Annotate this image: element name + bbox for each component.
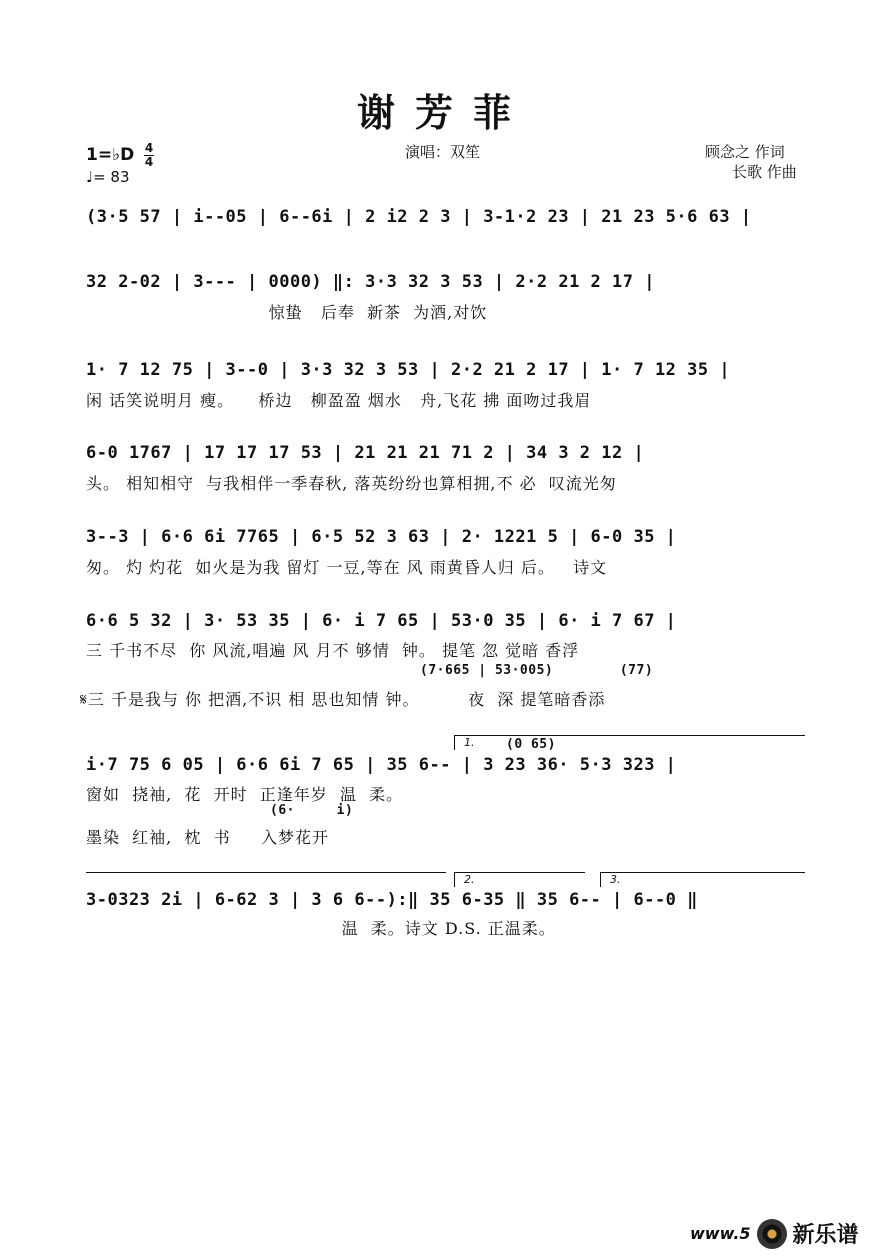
tempo-mark: ♩= 83: [86, 168, 130, 186]
notation-row-7: i·7 75 6 05 | 6·6 6i 7 65 | 35 6-- | 3 23 36· 5·3 323 |: [86, 755, 677, 775]
time-signature-top: 4: [144, 141, 154, 155]
volta-label-1: 1.: [464, 736, 475, 749]
volta-label-3: 3.: [610, 873, 621, 886]
lyric-row-4: 头。 相知相守 与我相伴一季春秋, 落英纷纷也算相拥,不 必 叹流光匆: [86, 474, 617, 493]
alt-notation-row-6: (7·665 | 53·005) (77): [420, 663, 654, 678]
lyric-row-6b: 𝄋三 千是我与 你 把酒,不识 相 思也知情 钟。 夜 深 提笔暗香添: [80, 690, 606, 709]
notation-row-4: 6-0 1767 | 17 17 17 53 | 21 21 21 71 2 | 34 3 2 12 |: [86, 443, 645, 463]
song-title: 谢芳菲: [356, 90, 531, 135]
alt-notation-row-7b: (6· i): [270, 803, 354, 818]
alt-notation-row-7: (0 65): [506, 737, 556, 752]
notation-row-2: 32 2-02 | 3--- | 0000) ‖: 3·3 32 3 53 | 2·2 21 2 17 |: [86, 272, 655, 292]
lyric-row-2: 惊蛰 后奉 新茶 为酒,对饮: [86, 303, 488, 322]
site-watermark: [690, 1218, 859, 1249]
lyric-row-8: 温 柔。诗文 D.S. 正温柔。: [86, 919, 556, 938]
notation-row-1: (3·5 57 | i--05 | 6--6i | 2 i2 2 3 | 3-1·2 23 | 21 23 5·6 63 |: [86, 207, 752, 227]
key-signature: 1=♭D: [86, 145, 135, 165]
lyric-row-7b: 墨染 红袖, 枕 书 入梦花开: [86, 828, 330, 847]
volta-label-2: 2.: [464, 873, 475, 886]
volta-continuation-line: [86, 872, 446, 873]
time-signature: [144, 143, 154, 168]
notation-row-3: 1· 7 12 75 | 3--0 | 3·3 32 3 53 | 2·2 21 2 17 | 1· 7 12 35 |: [86, 360, 731, 380]
brand-name: 新乐谱: [792, 1223, 859, 1248]
lyric-row-3: 闲 话笑说明月 瘦。 桥边 柳盈盈 烟水 舟,飞花 拂 面吻过我眉: [86, 391, 592, 410]
lyric-row-5: 匆。 灼 灼花 如火是为我 留灯 一豆,等在 风 雨黄昏人归 后。 诗文: [86, 558, 608, 577]
site-url-text: www.5: [690, 1224, 751, 1243]
time-signature-bottom: 4: [144, 155, 154, 169]
notation-row-8: 3-0323 2i | 6-62 3 | 3 6 6--):‖ 35 6-35 ‖ 35 6-- | 6--0 ‖: [86, 890, 698, 910]
volta-bracket-3: [600, 872, 805, 887]
record-disc-icon: [757, 1219, 787, 1249]
lyric-row-7a: 窗如 挠袖, 花 开时 正逢年岁 温 柔。: [86, 785, 404, 804]
notation-row-6: 6·6 5 32 | 3· 53 35 | 6· i 7 65 | 53·0 35 | 6· i 7 67 |: [86, 611, 677, 631]
notation-row-5: 3--3 | 6·6 6i 7765 | 6·5 52 3 63 | 2· 1221 5 | 6-0 35 |: [86, 527, 677, 547]
composer-credit: 长歌 作曲: [732, 163, 797, 181]
lyric-row-6a: 三 千书不尽 你 风流,唱遍 风 月不 够情 钟。 提笔 忽 觉暗 香浮: [86, 641, 580, 660]
lyricist-credit: 顾念之 作词: [705, 143, 785, 161]
singer-credit: 演唱：双笙: [405, 143, 481, 161]
